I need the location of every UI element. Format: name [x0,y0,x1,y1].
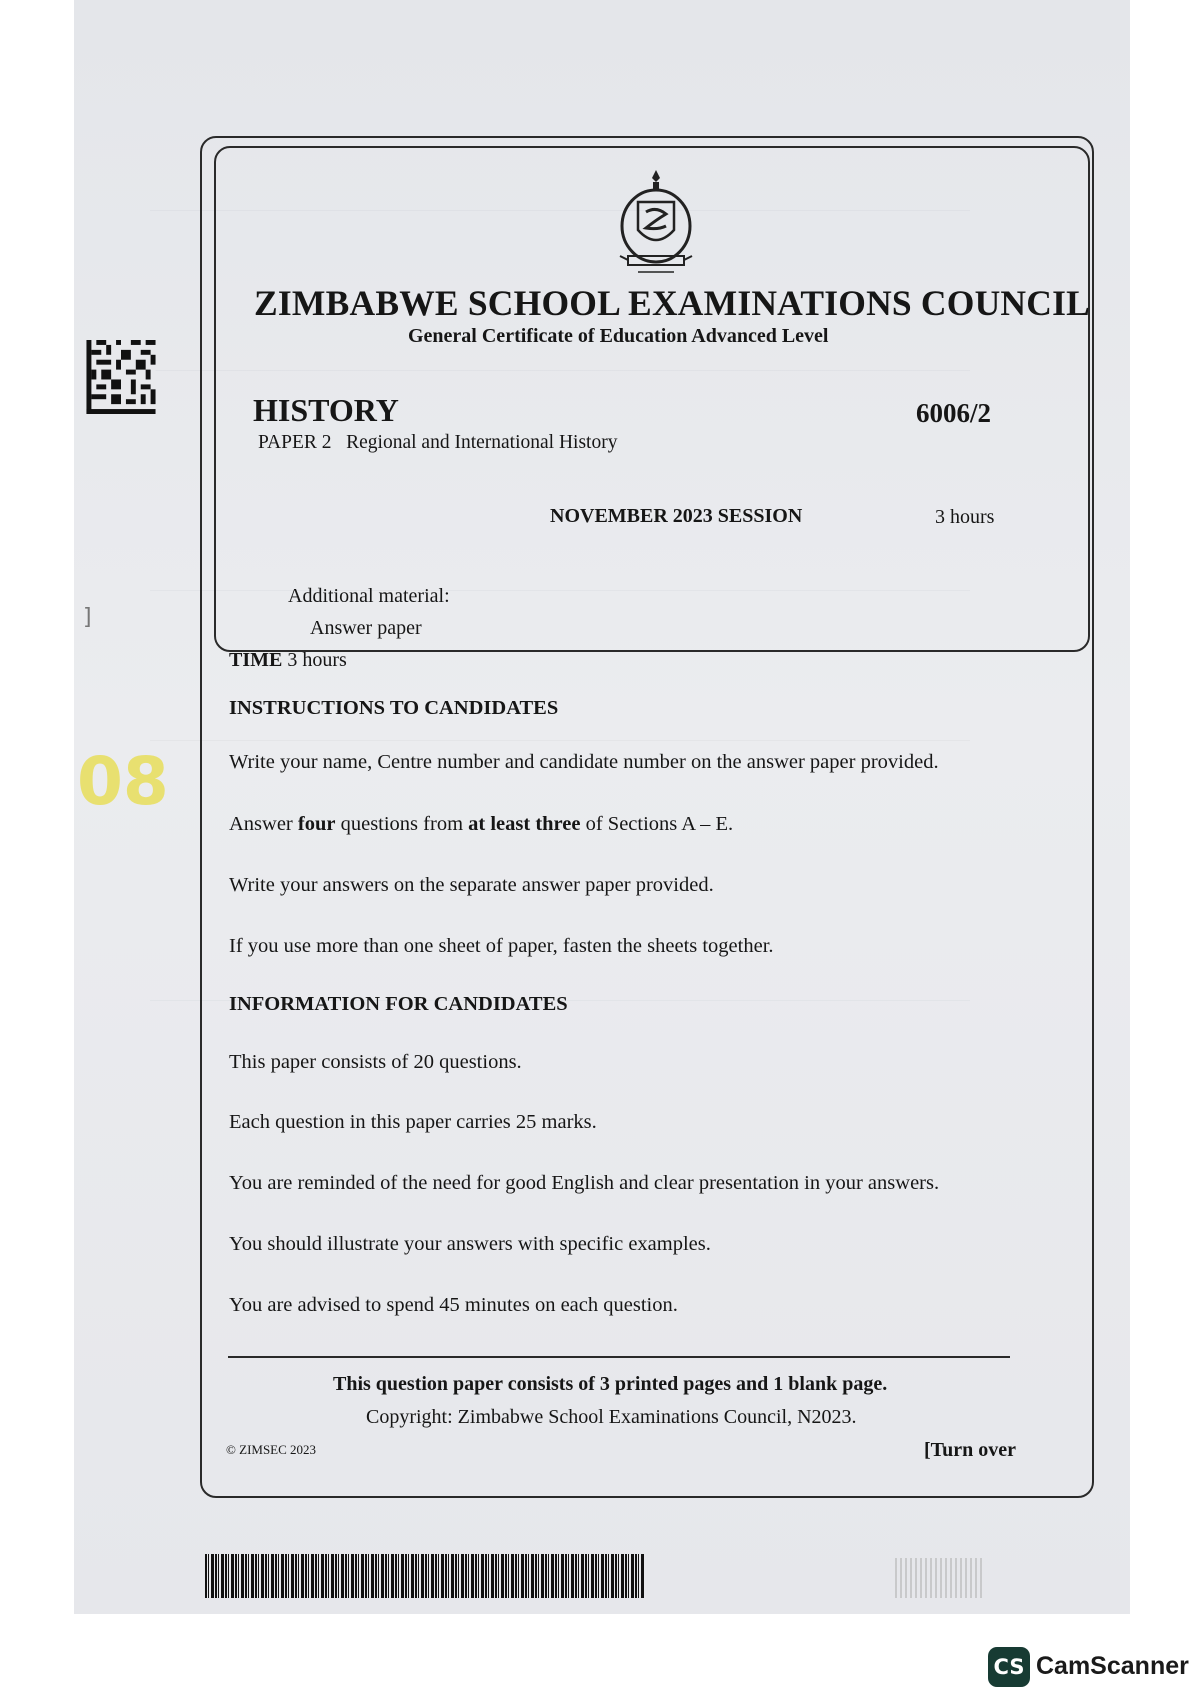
footer-divider [228,1356,1010,1358]
information-line: You should illustrate your answers with specific examples. [229,1233,711,1255]
instructions-heading: INSTRUCTIONS TO CANDIDATES [229,697,559,719]
time-value: 3 hours [287,649,347,671]
page-count-note: This question paper consists of 3 printed pages and 1 blank page. [333,1373,888,1395]
information-line: This paper consists of 20 questions. [229,1051,522,1073]
instruction-text: Answer [229,813,298,835]
exam-duration: 3 hours [935,506,995,528]
instruction-emphasis: four [297,813,336,835]
information-line: You are reminded of the need for good English and clear presentation in your answers. [229,1172,940,1194]
copyright-notice: Copyright: Zimbabwe School Examinations Council, N2023. [366,1406,857,1428]
camscanner-logo-icon: CS [988,1647,1030,1687]
turn-over-note: [Turn over [924,1439,1017,1461]
zimsec-crest-icon [616,168,696,278]
camscanner-watermark: CamScanner [1036,1652,1189,1680]
zimsec-mark: © ZIMSEC 2023 [226,1442,317,1457]
information-heading: INFORMATION FOR CANDIDATES [229,993,568,1015]
barcode [205,1554,645,1598]
instruction-text: questions from [335,813,469,835]
paper-title: PAPER 2 Regional and International History [258,432,618,453]
qualification-level: General Certificate of Education Advanced Level [408,325,829,347]
instruction-text: of Sections A – E. [580,813,734,835]
time-allowed [229,649,347,672]
information-line: Each question in this paper carries 25 marks. [229,1111,597,1133]
additional-material-label: Additional material: [288,585,450,607]
side-mark: ] [83,605,92,630]
side-stamp-number: 08 [77,743,169,820]
instruction-emphasis: at least three [468,813,581,835]
instruction-line [229,813,733,836]
faint-barcode [895,1558,985,1598]
subject-title: HISTORY [253,392,399,428]
additional-material-item: Answer paper [310,617,422,639]
council-name: ZIMBABWE SCHOOL EXAMINATIONS COUNCIL [254,283,1090,323]
instruction-line: Write your name, Centre number and candidate number on the answer paper provided. [229,751,939,773]
instruction-line: Write your answers on the separate answer paper provided. [229,874,714,896]
datamatrix-code-icon [86,340,156,414]
exam-session: NOVEMBER 2023 SESSION [550,505,803,527]
information-line: You are advised to spend 45 minutes on each question. [229,1294,678,1316]
instruction-line: If you use more than one sheet of paper, fasten the sheets together. [229,935,774,957]
paper-code: 6006/2 [916,398,992,428]
time-label: TIME [229,649,283,671]
